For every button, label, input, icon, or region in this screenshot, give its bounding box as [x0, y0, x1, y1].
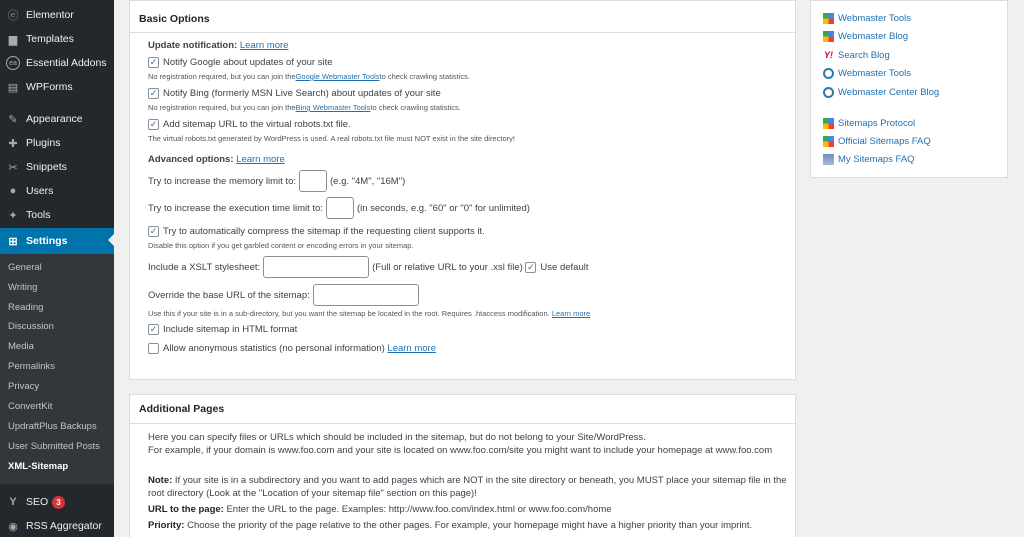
intro-text	[148, 431, 788, 457]
link-my-sitemaps-faq[interactable]	[823, 154, 915, 165]
anonymous-stats-label: Allow anonymous statistics (no personal information)	[163, 343, 385, 354]
intro-paragraph: Here you can specify files or URLs which should be included in the sitemap, but do not belong to your Site/WordPress.	[148, 432, 646, 443]
menu-appearance[interactable]	[0, 107, 114, 131]
menu-label: WPForms	[26, 81, 73, 93]
bing-note	[148, 103, 461, 112]
google-icon	[823, 13, 834, 24]
link-google-webmaster-tools[interactable]	[823, 13, 911, 24]
user-icon: ●	[9, 185, 17, 197]
elementor-icon: ⓔ	[7, 10, 19, 22]
panel-title: Basic Options	[139, 13, 210, 25]
anonymous-stats-row	[148, 343, 436, 354]
link-google-webmaster-blog[interactable]	[823, 31, 908, 42]
xslt-input[interactable]	[263, 256, 369, 278]
base-url-note	[148, 309, 590, 318]
submenu-user-submitted-posts[interactable]: User Submitted Posts	[8, 441, 100, 452]
note-text: If your site is in a subdirectory and you want to add pages which are NOT in the site directory or beneath, you MUST place your sitemap file in the root directory (Look at the "Location of your sitemap file" section on this page)!	[148, 475, 787, 499]
url-text: Enter the URL to the page. Examples: http://www.foo.com/index.html or www.foo.com/home	[223, 504, 612, 515]
google-icon	[823, 136, 834, 147]
learn-more-link[interactable]: Learn more	[551, 309, 591, 318]
link-label: Webmaster Center Blog	[838, 87, 940, 98]
submenu-permalinks[interactable]: Permalinks	[8, 361, 55, 372]
google-note	[148, 72, 470, 81]
priority-text: Choose the priority of the page relative to the other pages. For example, your homepage might have a higher priority than your imprint.	[184, 520, 753, 531]
submenu-writing[interactable]: Writing	[8, 282, 38, 293]
plugin-icon: ✚	[8, 137, 18, 150]
notify-bing-row	[148, 88, 441, 99]
compress-note: Disable this option if you get garbled content or encoding errors in your sitemap.	[148, 241, 414, 250]
update-count-badge: 3	[52, 496, 64, 509]
wpforms-icon: ▤	[7, 81, 19, 94]
panel-title: Additional Pages	[139, 403, 225, 415]
notify-google-label: Notify Google about updates of your site	[163, 57, 333, 68]
menu-tools[interactable]	[0, 203, 114, 227]
menu-wpforms[interactable]	[0, 75, 114, 99]
submenu-reading[interactable]: Reading	[8, 302, 44, 313]
link-bing-webmaster-center-blog[interactable]	[823, 87, 939, 98]
learn-more-link[interactable]: Learn more	[236, 154, 285, 165]
menu-label: Elementor	[26, 9, 74, 21]
use-default-label: Use default	[540, 261, 589, 273]
basic-options-panel	[129, 0, 796, 380]
notify-google-row	[148, 57, 333, 68]
execution-time-hint: (in seconds, e.g. "60" or "0" for unlimited)	[356, 202, 530, 214]
menu-rss-aggregator[interactable]	[0, 514, 114, 537]
note-paragraph	[148, 474, 788, 500]
update-notification-row	[148, 40, 288, 51]
menu-elementor[interactable]	[0, 3, 114, 27]
menu-snippets[interactable]	[0, 155, 114, 179]
robots-label: Add sitemap URL to the virtual robots.txt file.	[163, 119, 351, 130]
resource-links-panel	[810, 0, 1008, 178]
google-icon	[823, 118, 834, 129]
menu-label: Essential Addons	[26, 57, 107, 69]
menu-templates[interactable]	[0, 27, 114, 51]
menu-settings[interactable]	[0, 228, 114, 254]
base-url-input[interactable]	[313, 284, 419, 306]
rss-icon: ◉	[8, 520, 18, 533]
submenu-convertkit[interactable]: ConvertKit	[8, 401, 53, 412]
notify-google-checkbox[interactable]: ✓	[149, 57, 158, 67]
link-label: My Sitemaps FAQ	[838, 154, 915, 165]
anonymous-stats-checkbox[interactable]	[148, 343, 159, 354]
yahoo-icon: Y!	[824, 50, 833, 60]
menu-seo[interactable]	[0, 490, 114, 514]
html-format-checkbox[interactable]: ✓	[149, 324, 158, 334]
memory-limit-label: Try to increase the memory limit to:	[148, 175, 296, 187]
learn-more-link[interactable]: Learn more	[239, 40, 289, 51]
execution-time-label: Try to increase the execution time limit to:	[148, 202, 323, 214]
link-label: Webmaster Tools	[838, 68, 912, 79]
notify-bing-checkbox[interactable]: ✓	[149, 88, 158, 98]
bing-icon	[823, 87, 834, 98]
memory-limit-row	[148, 170, 405, 192]
link-label: Search Blog	[838, 50, 890, 61]
robots-note: The virtual robots.txt generated by WordPress is used. A real robots.txt file must NOT exist in the site directory!	[148, 134, 515, 143]
submenu-updraftplus[interactable]: UpdraftPlus Backups	[8, 421, 97, 432]
divider	[130, 32, 795, 33]
settings-submenu	[0, 254, 114, 484]
brush-icon: ✎	[8, 113, 18, 126]
note-text: No registration required, but you can join the	[148, 103, 296, 112]
url-label: URL to the page:	[148, 504, 224, 515]
execution-time-row	[148, 197, 530, 219]
note-text: to check crawling statistics.	[379, 72, 470, 81]
submenu-xml-sitemap[interactable]: XML-Sitemap	[8, 461, 69, 472]
menu-label: Appearance	[26, 113, 83, 125]
menu-users[interactable]	[0, 179, 114, 203]
use-default-checkbox[interactable]: ✓	[527, 261, 535, 272]
link-official-sitemaps-faq[interactable]	[823, 136, 931, 147]
compress-label: Try to automatically compress the sitemap if the requesting client supports it.	[163, 226, 485, 237]
xslt-hint: (Full or relative URL to your .xsl file)	[372, 261, 523, 273]
menu-label: Tools	[26, 209, 51, 221]
html-format-label: Include sitemap in HTML format	[163, 324, 298, 335]
sitemap-icon	[823, 154, 834, 165]
additional-pages-panel	[129, 394, 796, 537]
url-paragraph	[148, 503, 788, 516]
notify-bing-label: Notify Bing (formerly MSN Live Search) about updates of your site	[163, 88, 441, 99]
menu-label: SEO	[26, 496, 49, 508]
link-sitemaps-protocol[interactable]	[823, 118, 915, 129]
note-text: No registration required, but you can join the	[148, 72, 296, 81]
menu-label: Users	[26, 185, 54, 197]
memory-limit-input[interactable]	[299, 170, 327, 192]
menu-label: RSS Aggregator	[26, 520, 102, 532]
base-url-label: Override the base URL of the sitemap:	[148, 289, 310, 301]
execution-time-input[interactable]	[326, 197, 354, 219]
yoast-icon: Y	[9, 496, 17, 508]
link-label: Webmaster Blog	[838, 31, 909, 42]
compress-row	[148, 226, 485, 237]
menu-essential-addons[interactable]	[0, 51, 114, 75]
robots-row	[148, 119, 351, 130]
folder-icon: ▆	[8, 33, 18, 46]
bing-icon	[823, 68, 834, 79]
memory-limit-hint: (e.g. "4M", "16M")	[330, 175, 406, 187]
menu-label: Templates	[26, 33, 74, 45]
note-text: Use this if your site is in a sub-directory, but you want the sitemap be located in the root. Requires .htaccess modification.	[148, 309, 550, 318]
robots-checkbox[interactable]: ✓	[149, 119, 158, 129]
menu-label: Plugins	[26, 137, 61, 149]
note-label: Note:	[148, 475, 173, 486]
submenu-general[interactable]: General	[8, 262, 42, 273]
google-webmaster-tools-link[interactable]: Google Webmaster Tools	[295, 72, 380, 81]
google-icon	[823, 31, 834, 42]
menu-label: Snippets	[26, 161, 67, 173]
ea-icon: ea	[6, 56, 20, 70]
wrench-icon: ✦	[8, 209, 18, 222]
settings-icon: ⊞	[8, 235, 18, 248]
scissors-icon: ✂	[8, 161, 18, 174]
advanced-options-label: Advanced options:	[148, 154, 234, 165]
update-notification-label: Update notification:	[148, 40, 238, 51]
xslt-row	[148, 256, 588, 278]
priority-paragraph	[148, 519, 788, 532]
divider	[130, 423, 795, 424]
priority-label: Priority:	[148, 520, 185, 531]
example-paragraph: For example, if your domain is www.foo.com and your site is located on www.foo.com/site you might want to include your homepage at www.foo.com	[148, 445, 773, 456]
link-label: Webmaster Tools	[838, 13, 912, 24]
note-text: to check crawling statistics.	[370, 103, 461, 112]
base-url-row	[148, 284, 422, 306]
bing-webmaster-tools-link[interactable]: Bing Webmaster Tools	[295, 103, 371, 112]
learn-more-link[interactable]: Learn more	[387, 343, 436, 354]
compress-checkbox[interactable]: ✓	[149, 226, 158, 236]
html-format-row	[148, 324, 297, 335]
link-label: Sitemaps Protocol	[838, 118, 916, 129]
xslt-label: Include a XSLT stylesheet:	[148, 261, 261, 273]
menu-plugins[interactable]	[0, 131, 114, 155]
admin-sidebar	[0, 0, 114, 537]
advanced-options-row	[148, 154, 285, 165]
link-label: Official Sitemaps FAQ	[838, 136, 931, 147]
submenu-privacy[interactable]: Privacy	[8, 381, 40, 392]
submenu-discussion[interactable]: Discussion	[8, 321, 54, 332]
link-yahoo-search-blog[interactable]	[823, 50, 890, 61]
submenu-media[interactable]: Media	[8, 341, 34, 352]
link-bing-webmaster-tools[interactable]	[823, 68, 911, 79]
menu-label: Settings	[26, 235, 68, 247]
